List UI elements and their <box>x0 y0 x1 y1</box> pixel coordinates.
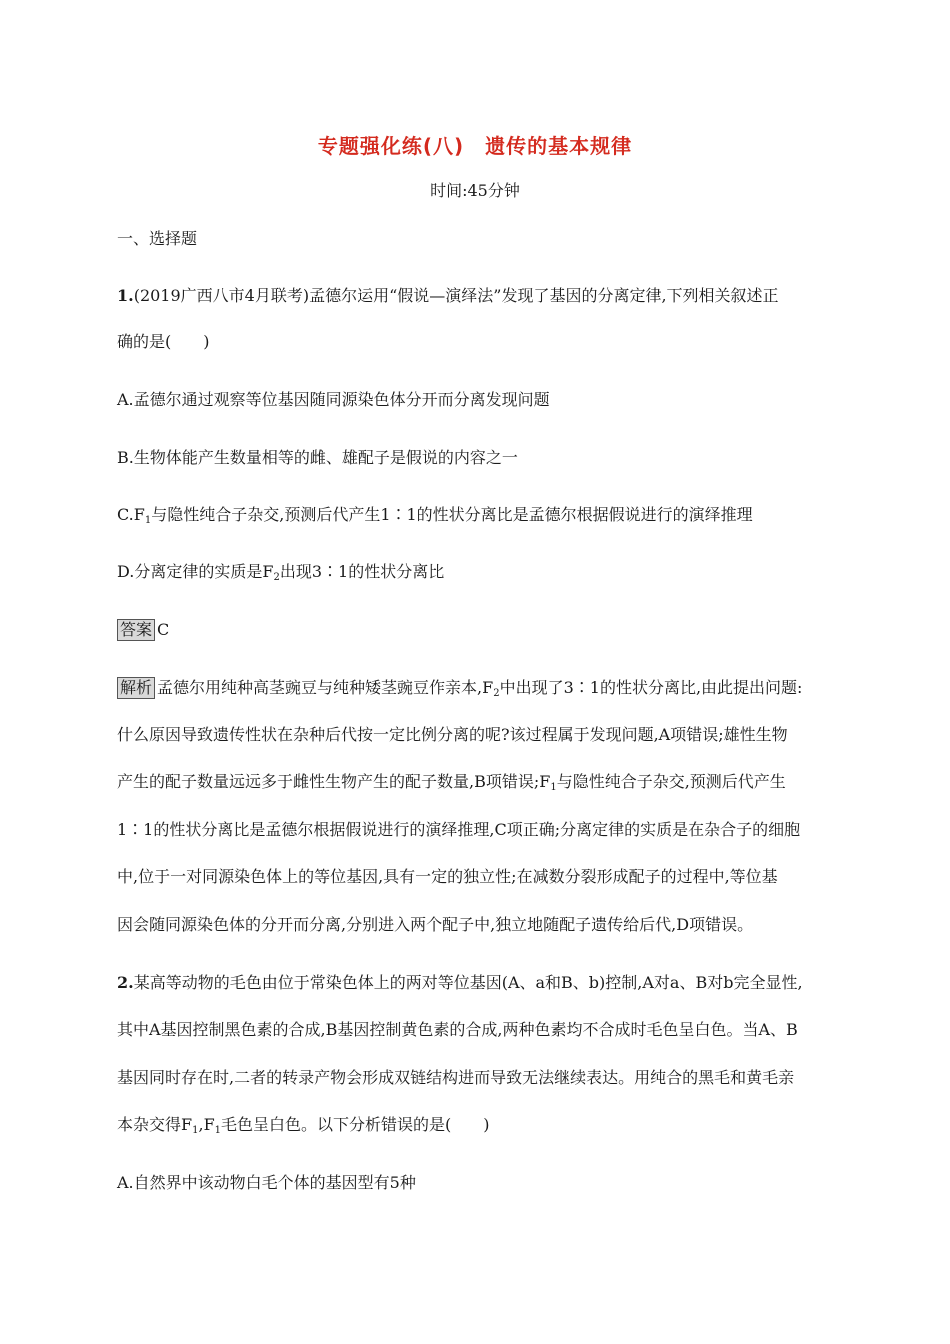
q2-stem-line3: 基因同时存在时,二者的转录产物会形成双链结构进而导致无法继续表达。用纯合的黑毛和黄毛亲 <box>117 1068 795 1087</box>
q1-analysis-line4: 1∶1的性状分离比是孟德尔根据假说进行的演绎推理,C项正确;分离定律的实质是在杂合子的细胞 <box>117 820 801 839</box>
q1-stem-line2: 确的是( ) <box>117 332 210 351</box>
q1-analysis-line6: 因会随同源染色体的分开而分离,分别进入两个配子中,独立地随配子遗传给后代,D项错误。 <box>117 915 754 934</box>
answer-value: C <box>157 620 170 639</box>
q2-stem-line1: 2.某高等动物的毛色由位于常染色体上的两对等位基因(A、a和B、b)控制,A对a、B对b完全显性, <box>117 973 803 992</box>
q1-option-d: D.分离定律的实质是$F_2$出现3∶1的性状分离比 <box>117 562 445 583</box>
q1-answer <box>117 619 169 641</box>
q1-analysis-line5: 中,位于一对同源染色体上的等位基因,具有一定的独立性;在减数分裂形成配子的过程中,等位基 <box>117 867 778 886</box>
page-title: 专题强化练(八) 遗传的基本规律 <box>317 134 633 158</box>
q1-analysis-line1: 解析 孟德尔用纯种高茎豌豆与纯种矮茎豌豆作亲本$,F_2$中出现了3∶1的性状分离比,由此提出问题: <box>117 677 802 699</box>
section-heading: 一、选择题 <box>117 229 198 248</box>
q2-stem-line4: 本杂交得$F_1,F_1$毛色呈白色。以下分析错误的是( ) <box>117 1115 490 1136</box>
q1-stem-line1: 1.(2019广西八市4月联考)孟德尔运用“假说—演绎法”发现了基因的分离定律,下列相关叙述正 <box>117 286 779 305</box>
time-limit: 时间:45分钟 <box>430 181 520 200</box>
q1-number: 1. <box>117 286 134 305</box>
q1-option-c: $C.F_1$与隐性纯合子杂交,预测后代产生1∶1的性状分离比是孟德尔根据假说进行的演绎推理 <box>117 505 753 526</box>
analysis-tag: 解析 <box>117 677 155 699</box>
q1-option-a: A.孟德尔通过观察等位基因随同源染色体分开而分离发现问题 <box>117 390 550 409</box>
q2-number: 2. <box>117 973 134 992</box>
q2-option-a: A.自然界中该动物白毛个体的基因型有5种 <box>117 1173 416 1192</box>
q2-stem-line2: 其中A基因控制黑色素的合成,B基因控制黄色素的合成,两种色素均不合成时毛色呈白色。当A、B <box>117 1020 798 1039</box>
q1-analysis-line3: 产生的配子数量远远多于雌性生物产生的配子数量,B项错误$;F_1$与隐性纯合子杂交,预测后代产生 <box>117 772 786 793</box>
answer-tag: 答案 <box>117 619 155 641</box>
q1-analysis-line2: 什么原因导致遗传性状在杂种后代按一定比例分离的呢?该过程属于发现问题,A项错误;雄性生物 <box>117 725 788 744</box>
q1-option-b: B.生物体能产生数量相等的雌、雄配子是假说的内容之一 <box>117 448 518 467</box>
